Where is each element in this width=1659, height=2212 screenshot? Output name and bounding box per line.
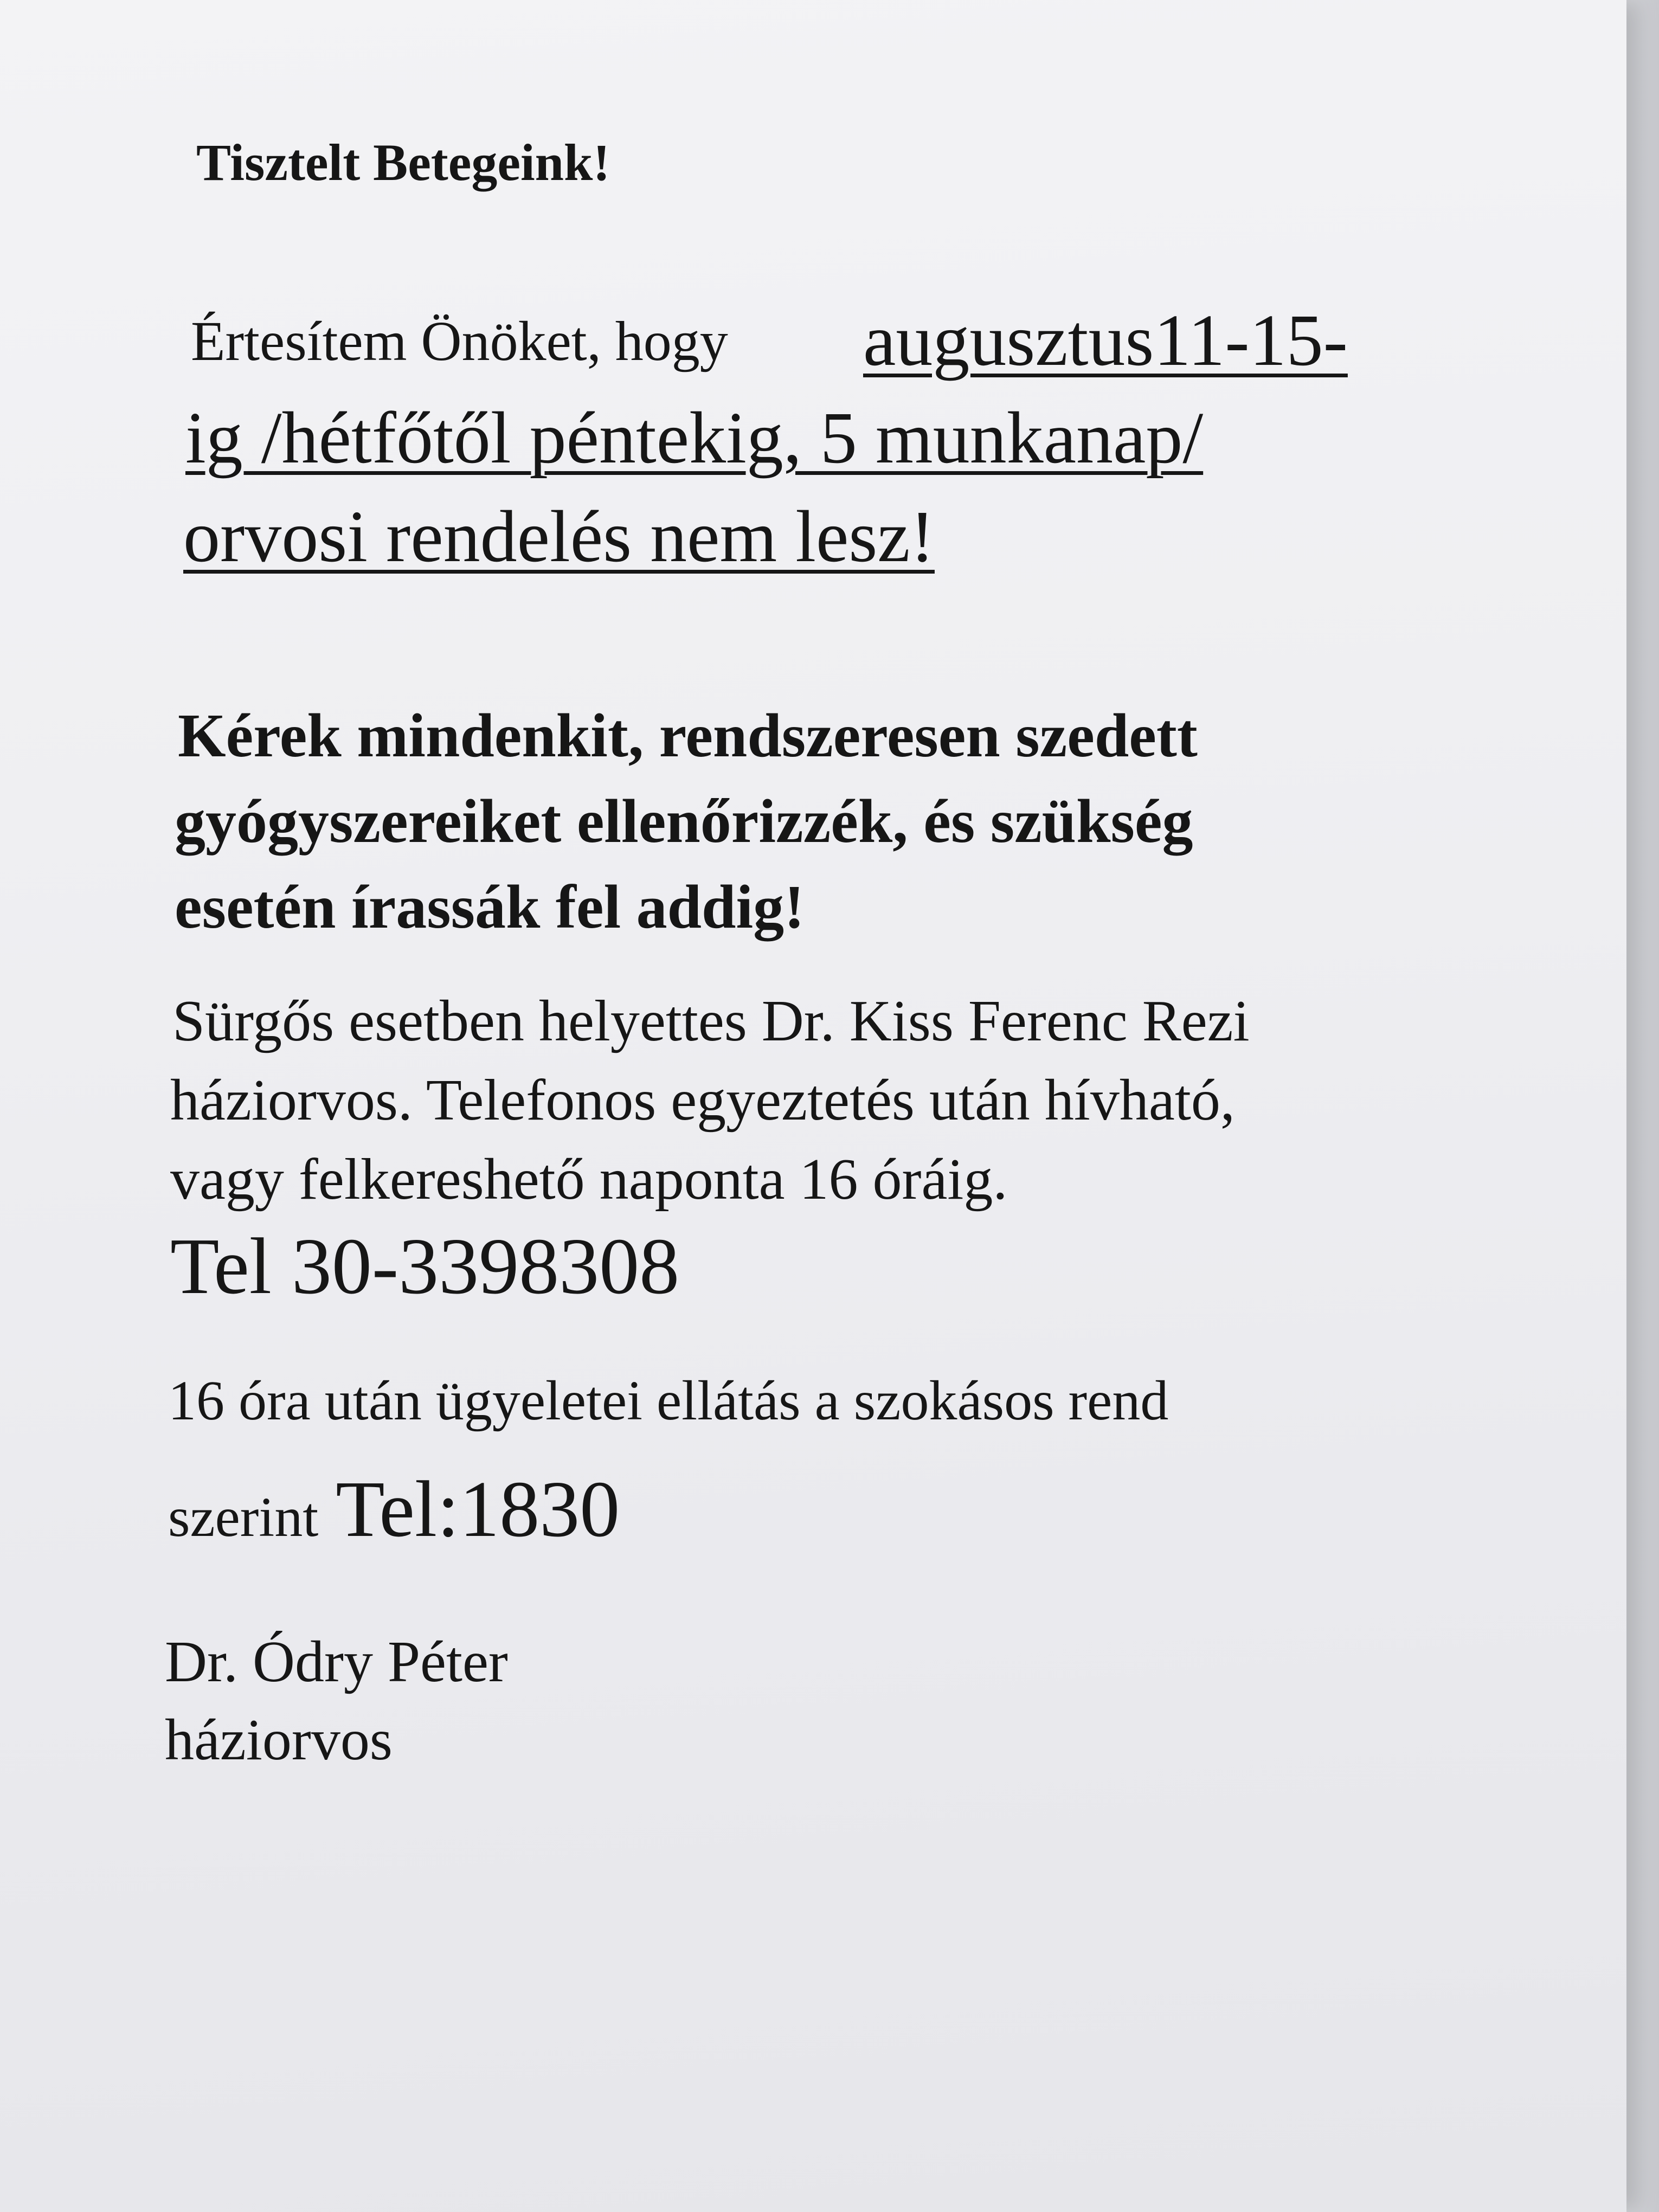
request-line-2: gyógyszereiket ellenőrizzék, és szükség [175,787,1193,856]
closure-line-1: augusztus11-15- [863,300,1348,381]
substitute-line-3: vagy felkereshető naponta 16 óráig. [170,1147,1008,1212]
substitute-line-2: háziorvos. Telefonos egyeztetés után hívható, [170,1068,1235,1133]
after-hours-phone: Tel:1830 [336,1465,620,1554]
signature-title: háziorvos [165,1708,393,1772]
paper-shadow-edge [1621,0,1659,2212]
closure-line-2: ig /hétfőtől péntekig, 5 munkanap/ [185,397,1204,479]
substitute-phone: Tel 30-3398308 [170,1222,680,1311]
greeting-heading: Tisztelt Betegeink! [196,133,610,191]
substitute-line-1: Sürgős esetben helyettes Dr. Kiss Ferenc Rezi [172,989,1250,1053]
request-line-3: esetén írassák fel addig! [175,872,805,941]
request-line-1: Kérek mindenkit, rendszeresen szedett [178,701,1198,770]
after-hours-prefix: szerint [168,1486,319,1548]
closure-line-3: orvosi rendelés nem lesz! [183,496,935,577]
after-hours-row [168,1465,620,1554]
after-hours-line: 16 óra után ügyeletei ellátás a szokásos rend [168,1369,1169,1432]
signature-name: Dr. Ódry Péter [165,1630,508,1694]
intro-text: Értesítem Önöket, hogy [191,310,728,372]
